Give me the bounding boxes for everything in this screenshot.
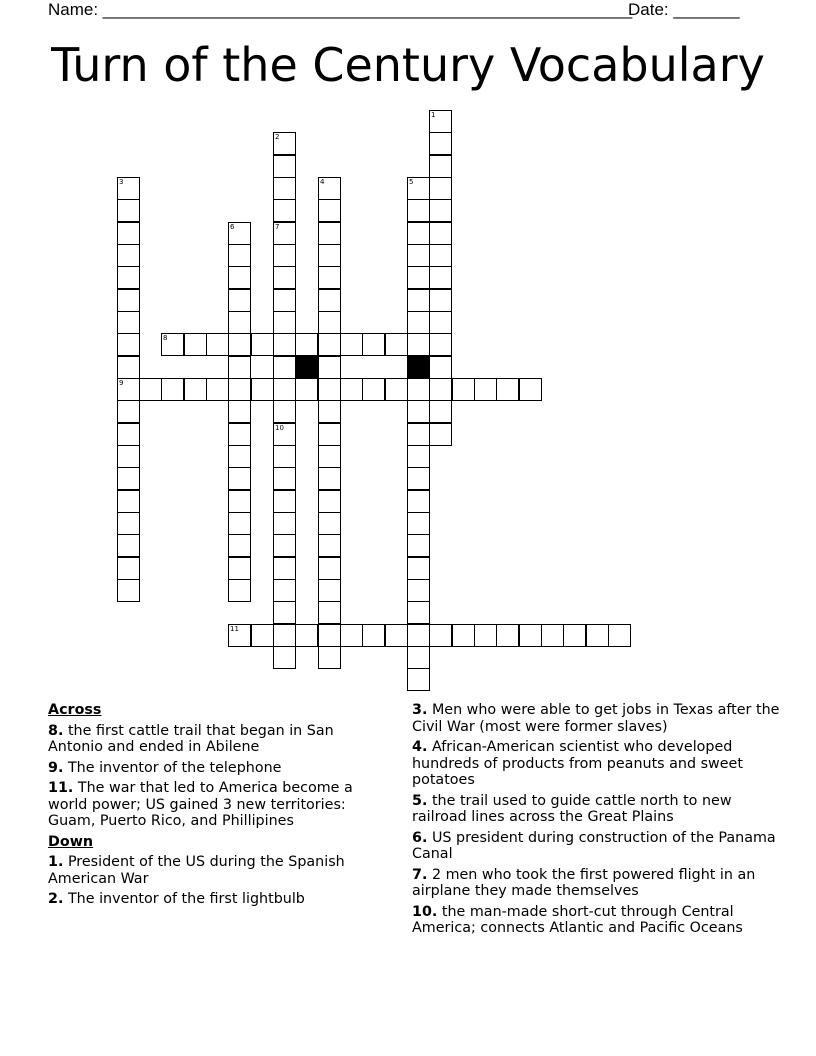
crossword-cell[interactable]	[318, 467, 341, 490]
crossword-cell[interactable]	[228, 445, 251, 468]
crossword-cell[interactable]	[407, 512, 430, 535]
crossword-cell[interactable]	[273, 311, 296, 334]
crossword-cell[interactable]	[519, 378, 542, 401]
clue-number-label: 8	[163, 334, 168, 342]
clue-number: 11.	[48, 780, 74, 796]
crossword-cell[interactable]	[429, 199, 452, 222]
crossword-cell[interactable]	[117, 512, 140, 535]
crossword-cell[interactable]	[362, 378, 385, 401]
clue-text: 2 men who took the first powered flight in an airplane they made themselves	[412, 866, 756, 899]
crossword-cell[interactable]	[318, 579, 341, 602]
crossword-cell[interactable]	[541, 624, 564, 647]
crossword-cell[interactable]	[228, 624, 251, 647]
crossword-cell[interactable]	[228, 378, 251, 401]
crossword-cell[interactable]	[251, 378, 274, 401]
crossword-cell[interactable]	[407, 668, 430, 691]
crossword-cell[interactable]	[340, 378, 363, 401]
crossword-cell[interactable]	[362, 624, 385, 647]
clue-number-label: 4	[320, 178, 325, 186]
crossword-cell[interactable]	[407, 646, 430, 669]
crossword-cell[interactable]	[318, 646, 341, 669]
crossword-cell[interactable]	[117, 490, 140, 513]
crossword-cell[interactable]	[429, 378, 452, 401]
crossword-cell[interactable]	[429, 624, 452, 647]
crossword-cell[interactable]	[273, 445, 296, 468]
crossword-cell[interactable]	[429, 266, 452, 289]
crossword-cell[interactable]	[295, 378, 318, 401]
crossword-cell[interactable]	[474, 624, 497, 647]
clue-number-label: 5	[409, 178, 414, 186]
crossword-cell[interactable]	[117, 244, 140, 267]
clue-number: 6.	[412, 829, 428, 846]
clue-number: 3.	[412, 702, 428, 718]
crossword-cell[interactable]	[117, 534, 140, 557]
clue-down-2	[48, 891, 388, 908]
clue-across-8	[48, 723, 388, 756]
crossword-cell[interactable]	[407, 624, 430, 647]
crossword-cell[interactable]	[407, 199, 430, 222]
crossword-cell[interactable]	[429, 132, 452, 155]
crossword-cell[interactable]	[273, 199, 296, 222]
name-field-label: Name: ________________________________________________________	[48, 0, 633, 19]
crossword-cell[interactable]	[273, 378, 296, 401]
crossword-cell[interactable]	[429, 400, 452, 423]
crossword-cell[interactable]	[228, 244, 251, 267]
crossword-cell[interactable]	[228, 467, 251, 490]
clue-number-label: 6	[230, 223, 235, 231]
crossword-cell[interactable]	[318, 490, 341, 513]
crossword-cell[interactable]	[452, 624, 475, 647]
crossword-cell[interactable]	[273, 266, 296, 289]
clue-across-9	[48, 760, 388, 777]
crossword-cell[interactable]	[407, 378, 430, 401]
crossword-cell[interactable]	[429, 177, 452, 200]
crossword-cell[interactable]	[318, 266, 341, 289]
crossword-cell[interactable]	[184, 333, 207, 356]
crossword-cell[interactable]	[318, 423, 341, 446]
black-square	[407, 356, 430, 379]
crossword-cell[interactable]	[429, 222, 452, 245]
crossword-cell[interactable]	[117, 467, 140, 490]
crossword-cell[interactable]	[228, 333, 251, 356]
crossword-cell[interactable]	[139, 378, 162, 401]
crossword-cell[interactable]	[273, 467, 296, 490]
crossword-cell[interactable]	[407, 579, 430, 602]
crossword-cell[interactable]	[228, 222, 251, 245]
clue-text: The war that led to America become a world power; US gained 3 new territories: Guam, Puerto Rico, and Phillipines	[48, 780, 353, 829]
crossword-cell[interactable]	[318, 356, 341, 379]
clue-across-11	[48, 780, 388, 830]
crossword-cell[interactable]	[273, 601, 296, 624]
clue-number-label: 2	[275, 133, 280, 141]
crossword-cell[interactable]	[228, 266, 251, 289]
crossword-cell[interactable]	[117, 222, 140, 245]
crossword-cell[interactable]	[318, 222, 341, 245]
crossword-cell[interactable]	[161, 378, 184, 401]
crossword-cell[interactable]	[340, 333, 363, 356]
clue-text: the trail used to guide cattle north to new railroad lines across the Great Plains	[412, 792, 732, 825]
date-field-label: Date: _______	[628, 0, 740, 19]
crossword-cell[interactable]	[429, 155, 452, 178]
clue-down-7	[412, 867, 782, 900]
crossword-cell[interactable]	[273, 534, 296, 557]
crossword-cell[interactable]	[318, 601, 341, 624]
crossword-cell[interactable]	[228, 423, 251, 446]
crossword-cell[interactable]	[318, 378, 341, 401]
crossword-cell[interactable]	[407, 333, 430, 356]
crossword-cell[interactable]	[407, 222, 430, 245]
crossword-cell[interactable]	[273, 244, 296, 267]
page-title: Turn of the Century Vocabulary	[51, 38, 765, 92]
crossword-cell[interactable]	[519, 624, 542, 647]
crossword-cell[interactable]	[228, 512, 251, 535]
down-heading: Down	[48, 833, 94, 850]
crossword-cell[interactable]	[318, 512, 341, 535]
crossword-cell[interactable]	[318, 177, 341, 200]
crossword-cell[interactable]	[318, 199, 341, 222]
crossword-cell[interactable]	[273, 333, 296, 356]
clues-right-column	[412, 702, 782, 941]
crossword-cell[interactable]	[429, 110, 452, 133]
crossword-cell[interactable]	[228, 311, 251, 334]
crossword-cell[interactable]	[429, 244, 452, 267]
crossword-cell[interactable]	[318, 244, 341, 267]
clue-number-label: 1	[431, 111, 436, 119]
clue-number: 10.	[412, 903, 438, 920]
clue-text: The inventor of the first lightbulb	[67, 891, 305, 907]
crossword-cell[interactable]	[407, 311, 430, 334]
clue-number: 9.	[48, 759, 64, 776]
crossword-cell[interactable]	[117, 311, 140, 334]
crossword-cell[interactable]	[407, 266, 430, 289]
crossword-cell[interactable]	[429, 333, 452, 356]
crossword-cell[interactable]	[117, 177, 140, 200]
crossword-cell[interactable]	[452, 378, 475, 401]
crossword-cell[interactable]	[228, 534, 251, 557]
crossword-cell[interactable]	[117, 356, 140, 379]
clue-down-10	[412, 904, 782, 937]
crossword-cell[interactable]	[184, 378, 207, 401]
crossword-cell[interactable]	[251, 333, 274, 356]
crossword-cell[interactable]	[117, 400, 140, 423]
crossword-cell[interactable]	[318, 445, 341, 468]
crossword-cell[interactable]	[318, 311, 341, 334]
clues-left-column	[48, 702, 388, 912]
clue-number: 2.	[48, 891, 64, 907]
crossword-cell[interactable]	[318, 534, 341, 557]
crossword-cell[interactable]	[273, 423, 296, 446]
crossword-cell[interactable]	[318, 400, 341, 423]
crossword-cell[interactable]	[586, 624, 609, 647]
crossword-cell[interactable]	[273, 579, 296, 602]
crossword-cell[interactable]	[563, 624, 586, 647]
crossword-cell[interactable]	[407, 601, 430, 624]
crossword-cell[interactable]	[273, 177, 296, 200]
crossword-cell[interactable]	[407, 289, 430, 312]
clue-text: the man-made short-cut through Central America; connects Atlantic and Pacific Oceans	[412, 903, 743, 936]
crossword-cell[interactable]	[474, 378, 497, 401]
clue-text: The inventor of the telephone	[67, 759, 282, 776]
crossword-cell[interactable]	[407, 400, 430, 423]
clue-number: 7.	[412, 866, 428, 883]
crossword-cell[interactable]	[161, 333, 184, 356]
crossword-cell[interactable]	[117, 333, 140, 356]
clue-number: 1.	[48, 854, 64, 870]
crossword-cell[interactable]	[429, 356, 452, 379]
crossword-cell[interactable]	[251, 624, 274, 647]
crossword-cell[interactable]	[362, 333, 385, 356]
across-heading: Across	[48, 702, 102, 718]
crossword-cell[interactable]	[273, 624, 296, 647]
crossword-cell[interactable]	[295, 624, 318, 647]
crossword-cell[interactable]	[407, 557, 430, 580]
crossword-cell[interactable]	[407, 423, 430, 446]
crossword-cell[interactable]	[407, 177, 430, 200]
crossword-cell[interactable]	[273, 512, 296, 535]
crossword-cell[interactable]	[228, 490, 251, 513]
clue-number: 4.	[412, 739, 428, 755]
crossword-cell[interactable]	[273, 557, 296, 580]
crossword-cell[interactable]	[206, 378, 229, 401]
crossword-cell[interactable]	[117, 266, 140, 289]
crossword-cell[interactable]	[318, 333, 341, 356]
clue-number-label: 11	[230, 625, 239, 633]
crossword-cell[interactable]	[407, 445, 430, 468]
crossword-cell[interactable]	[318, 557, 341, 580]
crossword-cell[interactable]	[318, 624, 341, 647]
crossword-cell[interactable]	[273, 356, 296, 379]
clue-number-label: 3	[119, 178, 124, 186]
crossword-cell[interactable]	[407, 534, 430, 557]
clue-number-label: 9	[119, 379, 124, 387]
crossword-cell[interactable]	[228, 400, 251, 423]
clue-down-5	[412, 793, 782, 826]
crossword-cell[interactable]	[273, 646, 296, 669]
crossword-cell[interactable]	[117, 557, 140, 580]
crossword-cell[interactable]	[273, 155, 296, 178]
clue-number: 8.	[48, 722, 64, 739]
crossword-cell[interactable]	[228, 579, 251, 602]
crossword-cell[interactable]	[407, 490, 430, 513]
clue-text: President of the US during the Spanish American War	[48, 854, 345, 887]
clue-text: African-American scientist who developed hundreds of products from peanuts and sweet potatoes	[412, 739, 743, 788]
crossword-cell[interactable]	[385, 378, 408, 401]
crossword-cell[interactable]	[429, 289, 452, 312]
clue-down-6	[412, 830, 782, 863]
crossword-cell[interactable]	[273, 289, 296, 312]
clue-text: Men who were able to get jobs in Texas after the Civil War (most were former slaves)	[412, 702, 780, 735]
crossword-cell[interactable]	[273, 132, 296, 155]
clue-number: 5.	[412, 792, 428, 809]
crossword-cell[interactable]	[496, 624, 519, 647]
crossword-cell[interactable]	[273, 490, 296, 513]
crossword-cell[interactable]	[117, 378, 140, 401]
crossword-cell[interactable]	[117, 579, 140, 602]
crossword-cell[interactable]	[608, 624, 631, 647]
crossword-cell[interactable]	[273, 222, 296, 245]
clue-text: US president during construction of the Panama Canal	[412, 829, 776, 862]
clue-number-label: 7	[275, 223, 280, 231]
crossword-cell[interactable]	[206, 333, 229, 356]
clue-down-4	[412, 739, 782, 789]
crossword-cell[interactable]	[340, 624, 363, 647]
black-square	[295, 356, 318, 379]
crossword-cell[interactable]	[273, 400, 296, 423]
crossword-cell[interactable]	[429, 423, 452, 446]
crossword-cell[interactable]	[429, 311, 452, 334]
clue-down-3	[412, 702, 782, 735]
crossword-cell[interactable]	[117, 445, 140, 468]
crossword-cell[interactable]	[385, 624, 408, 647]
crossword-cell[interactable]	[117, 289, 140, 312]
clue-down-1	[48, 854, 388, 887]
clue-text: the first cattle trail that began in San Antonio and ended in Abilene	[48, 722, 334, 755]
crossword-cell[interactable]	[318, 289, 341, 312]
crossword-cell[interactable]	[117, 199, 140, 222]
clue-number-label: 10	[275, 424, 284, 432]
crossword-cell[interactable]	[407, 467, 430, 490]
crossword-cell[interactable]	[385, 333, 408, 356]
crossword-cell[interactable]	[295, 333, 318, 356]
crossword-cell[interactable]	[117, 423, 140, 446]
crossword-cell[interactable]	[228, 356, 251, 379]
crossword-cell[interactable]	[496, 378, 519, 401]
crossword-cell[interactable]	[407, 244, 430, 267]
crossword-cell[interactable]	[228, 289, 251, 312]
crossword-cell[interactable]	[228, 557, 251, 580]
